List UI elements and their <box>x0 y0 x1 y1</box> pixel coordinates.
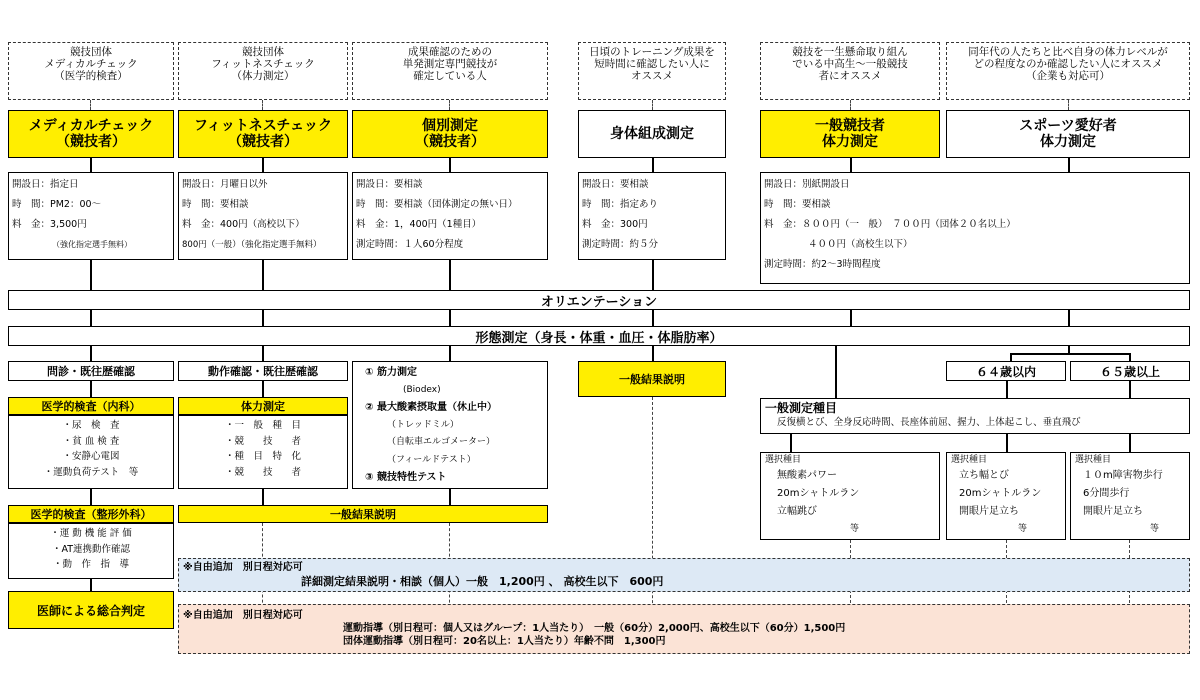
list-item: 立幅跳び <box>777 506 817 517</box>
list-item: 立ち幅とび <box>959 470 1009 481</box>
interview-label: 問診・既往歴確認 <box>8 361 174 381</box>
internal-medicine-list <box>8 415 174 489</box>
motion-check-label: 動作確認・既往歴確認 <box>178 361 348 381</box>
list-item: （フィールドテスト） <box>387 454 476 465</box>
internal-medicine-title: 医学的検査（内科） <box>8 397 174 415</box>
info-date: 開設日：月曜日以外 <box>182 179 268 190</box>
info-fitness <box>178 172 348 260</box>
info-general-athlete <box>760 172 1190 284</box>
note-consultation <box>178 558 1190 592</box>
select-box-athlete <box>760 452 940 540</box>
header-sports-enthusiast: スポーツ愛好者 体力測定 <box>946 110 1190 158</box>
info-duration: 測定時間：約2～3時間程度 <box>764 259 881 270</box>
fitness-test-list <box>178 415 348 489</box>
list-item: １０m障害物歩行 <box>1083 470 1163 481</box>
select-box-over-65 <box>1070 452 1190 540</box>
info-time: 時 間：指定あり <box>582 199 659 210</box>
list-item: ② 最大酸素摂取量（休止中） <box>365 402 497 413</box>
info-duration: 測定時間：約５分 <box>582 239 659 250</box>
info-fee: 料 金：300円 <box>582 219 648 230</box>
list-item: ・種 目 特 化 <box>224 451 301 462</box>
header-individual-test: 個別測定 （競技者） <box>352 110 548 158</box>
caption-general-athlete: 競技を一生懸命取り組ん でいる中高生～一般競技 者にオススメ <box>760 42 940 100</box>
info-body-composition <box>578 172 726 260</box>
list-item: 開眼片足立ち <box>1083 506 1143 517</box>
orthopedics-title: 医学的検査（整形外科） <box>8 505 174 523</box>
list-item: ・一 般 種 目 <box>224 420 301 431</box>
note-detail: 運動指導（別日程可：個人又はグループ：1人当たり） 一般（60分）2,000円、高校生以下（60分）1,500円 <box>343 623 846 634</box>
info-time: 時 間：要相談 <box>182 199 249 210</box>
list-item: 開眼片足立ち <box>959 506 1019 517</box>
list-item: ① 筋力測定 <box>365 367 417 378</box>
list-item: ・動 作 指 導 <box>52 559 129 570</box>
note-header: ※自由追加 別日程対応可 <box>183 562 303 573</box>
general-result-bar: 一般結果説明 <box>178 505 548 523</box>
select-title: 選択種目 <box>765 455 802 465</box>
info-fee: 料 金：1，400円（1種目） <box>356 219 482 230</box>
caption-body-composition: 日頃のトレーニング成果を 短時間に確認したい人に オススメ <box>578 42 726 100</box>
info-fee: 料 金：3,500円 <box>12 219 87 230</box>
list-item: ・安静心電図 <box>62 451 120 462</box>
general-test-box <box>760 398 1190 434</box>
general-test-desc: 反復横とび、全身反応時間、長座体前屈、握力、上体起こし、垂直飛び <box>777 417 1081 428</box>
list-item: ・競 技 者 <box>224 435 301 447</box>
info-note: （強化指定選手無料） <box>52 240 132 249</box>
caption-individual: 成果確認のための 単発測定専門競技が 確定している人 <box>352 42 548 100</box>
age-64-label: ６４歳以内 <box>946 361 1066 381</box>
caption-sports-enthusiast: 同年代の人たちと比べ自身の体力レベルが どの程度なのか確認したい人にオススメ （企業も対応可） <box>946 42 1190 100</box>
list-item: ・競 技 者 <box>224 466 301 478</box>
general-result-body-composition: 一般結果説明 <box>578 361 726 397</box>
caption-fitness: 競技団体 フィットネスチェック （体力測定） <box>178 42 348 100</box>
note-detail: 詳細測定結果説明・相談（個人）一般 1,200円 、 高校生以下 600円 <box>301 575 664 588</box>
individual-test-list <box>352 361 548 489</box>
info-date: 開設日：別紙開設日 <box>764 179 850 190</box>
info-date: 開設日：指定日 <box>12 179 79 190</box>
info-fee: 料 金：400円（高校以下） <box>182 219 305 230</box>
list-item: （トレッドミル） <box>387 419 459 430</box>
info-medical <box>8 172 174 260</box>
select-title: 選択種目 <box>951 455 988 465</box>
note-exercise-guidance <box>178 604 1190 654</box>
doctor-final-judgment: 医師による総合判定 <box>8 591 174 629</box>
list-item: 無酸素パワー <box>777 470 837 481</box>
note-detail: 団体運動指導（別日程可：20名以上：1人当たり）年齢不問 1,300円 <box>343 636 666 647</box>
list-item: ・運動負荷テスト 等 <box>43 466 139 478</box>
list-item: （自転車エルゴメーター） <box>387 437 496 447</box>
info-fee-students: ４００円（高校生以下） <box>808 239 913 250</box>
list-item: ③ 競技特性テスト <box>365 472 447 483</box>
info-date: 開設日：要相談 <box>582 179 649 190</box>
select-title: 選択種目 <box>1075 455 1112 465</box>
etc-label: 等 <box>1149 524 1159 534</box>
note-header: ※自由追加 別日程対応可 <box>183 610 303 621</box>
info-time: 時 間：PM2：00～ <box>12 199 102 210</box>
header-general-athlete: 一般競技者 体力測定 <box>760 110 940 158</box>
info-individual <box>352 172 548 260</box>
etc-label: 等 <box>1017 524 1027 534</box>
select-box-under-64 <box>946 452 1066 540</box>
header-medical-check: メディカルチェック （競技者） <box>8 110 174 158</box>
list-item: ・貧 血 検 査 <box>62 435 120 447</box>
list-item: 20mシャトルラン <box>959 488 1042 499</box>
list-item: ・尿 検 査 <box>62 420 120 431</box>
age-65-label: ６５歳以上 <box>1070 361 1190 381</box>
list-item: ・AT連携動作確認 <box>51 543 131 555</box>
list-item: ・運 動 機 能 評 価 <box>50 528 132 539</box>
header-fitness-check: フィットネスチェック （競技者） <box>178 110 348 158</box>
etc-label: 等 <box>849 524 859 534</box>
info-date: 開設日：要相談 <box>356 179 423 190</box>
morphology-bar: 形態測定（身長・体重・血圧・体脂肪率） <box>8 326 1190 346</box>
orthopedics-list <box>8 523 174 579</box>
info-duration: 測定時間：１人60分程度 <box>356 239 464 250</box>
info-time: 時 間：要相談 <box>764 199 831 210</box>
info-time: 時 間：要相談（団体測定の無い日） <box>356 199 518 210</box>
caption-medical: 競技団体 メディカルチェック （医学的検査） <box>8 42 174 100</box>
info-fee-general: 800円（一般）（強化指定選手無料） <box>182 240 322 250</box>
list-item: 6分間歩行 <box>1083 488 1130 499</box>
fitness-test-title: 体力測定 <box>178 397 348 415</box>
general-test-title: 一般測定種目 <box>765 401 838 415</box>
header-body-composition: 身体組成測定 <box>578 110 726 158</box>
orientation-bar: オリエンテーション <box>8 290 1190 310</box>
info-fee: 料 金：８００円（一 般） ７００円（団体２０名以上） <box>764 219 1016 230</box>
list-item: 20mシャトルラン <box>777 488 860 499</box>
list-item: (Biodex) <box>403 384 441 395</box>
